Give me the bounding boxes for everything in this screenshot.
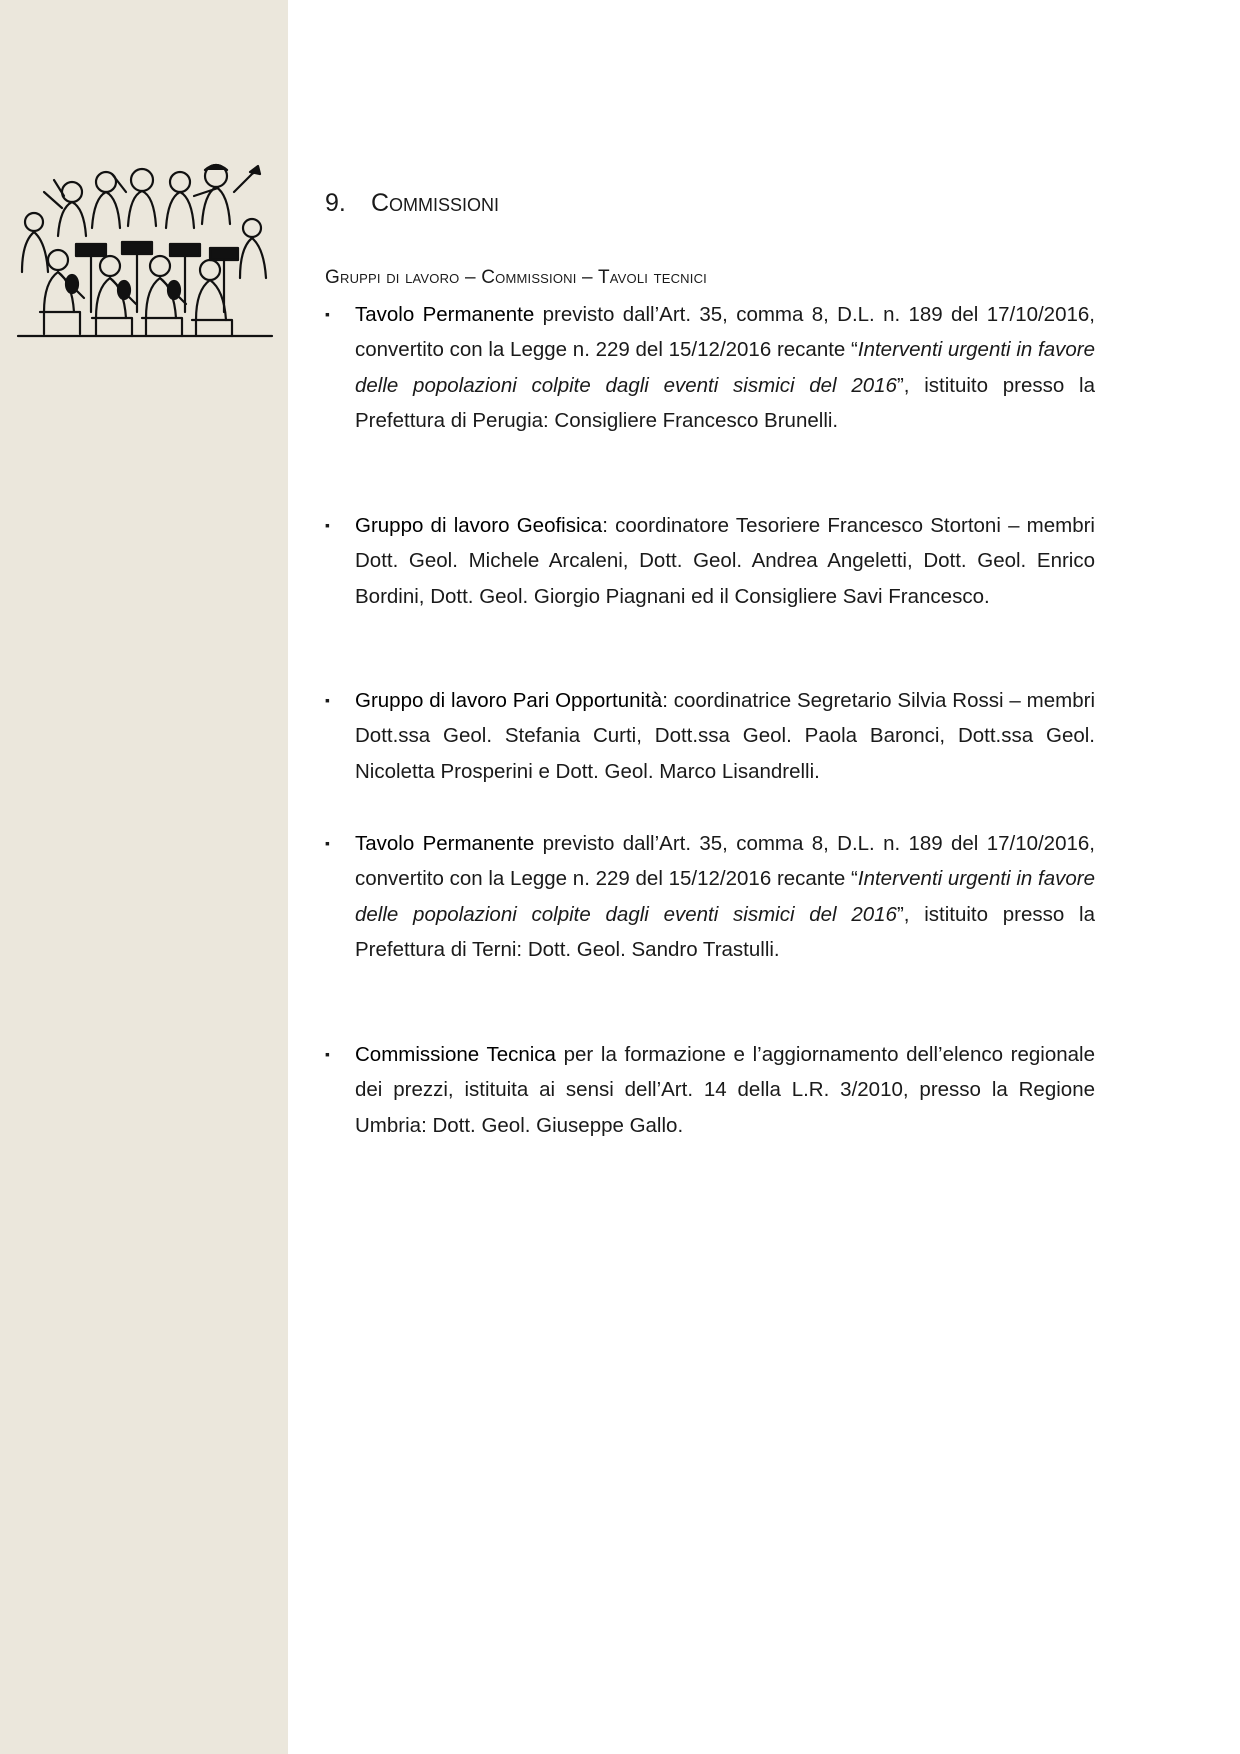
- bullet-icon: ▪: [325, 692, 330, 708]
- entry-lead: Gruppo di lavoro Geofisica: [355, 514, 603, 537]
- list-item: [325, 826, 1095, 967]
- entry-text-tail: per la formazione e l’aggiornamento dell’elenco regionale dei prezzi, istituita ai sensi dell’Art. 14 della L.R. 3/2010, presso la Regione Umbria: Dott. Geol. Giuseppe Gallo.: [355, 1043, 1095, 1137]
- entry-text-tail: : coordinatrice Segretario Silvia Rossi – membri Dott.ssa Geol. Stefania Curti, Dott.ssa Geol. Paola Baronci, Dott.ssa Geol. Nicoletta Prosperini e Dott. Geol. Marco Lisandrelli.: [355, 689, 1095, 783]
- sidebar-band: [0, 0, 288, 1754]
- list-item: [325, 297, 1095, 438]
- list-item: [325, 683, 1095, 789]
- entry-text-tail: ”, istituito presso la Prefettura di Perugia: Consigliere Francesco Brunelli.: [355, 373, 1095, 432]
- entry-text: previsto dall’Art. 35, comma 8, D.L. n. 189 del 17/10/2016, convertito con la Legge n. 229 del 15/12/2016 recante “: [355, 832, 1095, 891]
- section-number: 9.: [325, 189, 346, 217]
- entry-lead: Tavolo Permanente: [355, 303, 535, 326]
- bullet-icon: ▪: [325, 517, 330, 533]
- entry-text-tail: ”, istituito presso la Prefettura di Terni: Dott. Geol. Sandro Trastulli.: [355, 902, 1095, 961]
- bullet-icon: ▪: [325, 1046, 330, 1062]
- entry-lead: Tavolo Permanente: [355, 832, 535, 855]
- entry-text: previsto dall’Art. 35, comma 8, D.L. n. 189 del 17/10/2016, convertito con la Legge n. 229 del 15/12/2016 recante “: [355, 303, 1095, 362]
- entry-lead: Commissione Tecnica: [355, 1043, 556, 1066]
- bullet-icon: ▪: [325, 306, 330, 322]
- section-title: Commissioni: [371, 189, 500, 217]
- bullet-icon: ▪: [325, 835, 330, 851]
- entry-italic-title: Interventi urgenti in favore delle popolazioni colpite dagli eventi sismici del 2016: [355, 867, 1095, 926]
- section-subtitle: Gruppi di lavoro – Commissioni – Tavoli tecnici: [325, 267, 707, 288]
- entry-italic-title: Interventi urgenti in favore delle popolazioni colpite dagli eventi sismici del 2016: [355, 338, 1095, 397]
- entry-lead: Gruppo di lavoro Pari Opportunità: [355, 689, 663, 712]
- section-heading: [325, 186, 499, 220]
- entry-text-tail: : coordinatore Tesoriere Francesco Stortoni – membri Dott. Geol. Michele Arcaleni, Dott. Geol. Andrea Angeletti, Dott. Geol. Enrico Bordini, Dott. Geol. Giorgio Piagnani ed il Consigliere Savi Francesco.: [355, 514, 1095, 608]
- orchestra-musicians-illustration: [14, 162, 276, 338]
- list-item: [325, 508, 1095, 614]
- list-item: [325, 1037, 1095, 1143]
